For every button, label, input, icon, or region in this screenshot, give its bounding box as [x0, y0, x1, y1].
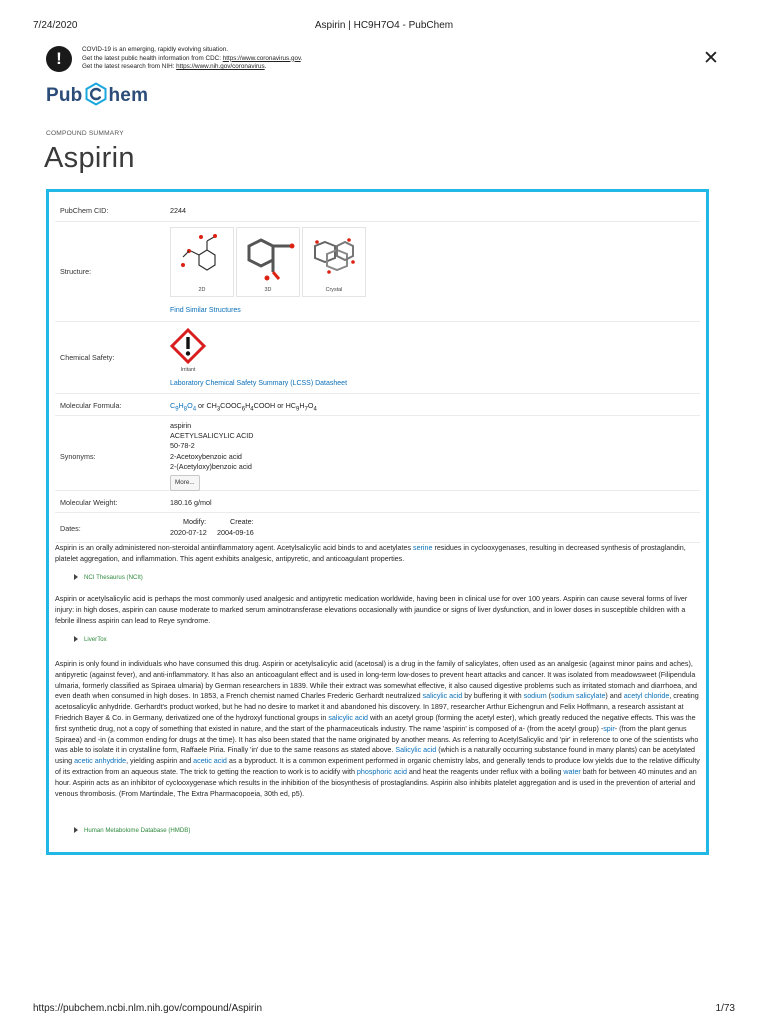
desc3-text: , creating acetosalicylic anhydride. Gerhardt's product worked, but he had no desire to market it and abandoned his discovery. In 1897, researcher Arthur Eichengrun and Felix Hoffmann, a research assistant at Friedrich Bayer & Co. in Germany, derivatized one of the hydroxyl functional groups in [55, 692, 699, 722]
logo-hexagon-icon [84, 82, 108, 106]
cdc-link[interactable]: https://www.coronavirus.gov [222, 54, 301, 62]
safety-label: Chemical Safety: [60, 353, 115, 362]
serine-link[interactable]: serine [413, 544, 433, 552]
modify-date [170, 517, 220, 538]
desc3-text: by buffering it with [462, 692, 524, 701]
covid-line-3-suffix: . [264, 63, 267, 70]
covid-line-2 [82, 55, 302, 64]
create-value: 2004-09-16 [217, 527, 254, 537]
covid-line-3-prefix: Get the latest research from NIH: [82, 63, 177, 70]
triangle-right-icon [74, 827, 78, 833]
compound-summary-panel [46, 189, 709, 855]
find-similar-structures-link[interactable]: Find Similar Structures [170, 307, 241, 314]
formula-or-1: or [198, 401, 205, 410]
desc3-text: with an acetyl group (forming the acetyl ester), which greatly reduced the negative effects. This was the first synthetic drug, not a copy of something that existed in nature, and the start of the pharmaceuticals industry. The name 'aspirin' is composed of a- (from the acetyl group) - [55, 713, 696, 733]
desc1-text-b: residues in cyclooxygenases, resulting in decreased synthesis of prostaglandin, platelet aggregation, and inflammation. This agent exhibits analgesic, antipyretic, and anticoagulant properties. [55, 544, 686, 563]
acetyl-chloride-link[interactable]: acetyl chloride [623, 692, 670, 701]
pubchem-logo[interactable] [46, 84, 148, 110]
triangle-right-icon [74, 574, 78, 580]
salicylic-acid-link[interactable]: salicylic acid [328, 713, 369, 722]
print-footer [33, 1003, 735, 1015]
desc3-text: ( [546, 692, 552, 701]
summary-table [55, 200, 700, 543]
create-label: Create: [230, 517, 254, 526]
modify-value: 2020-07-12 [170, 527, 207, 537]
compound-kicker: COMPOUND SUMMARY [46, 130, 124, 137]
structure-2d[interactable] [170, 227, 234, 297]
phosphoric-acid-link[interactable]: phosphoric acid [356, 767, 407, 776]
more-synonyms-button[interactable]: More... [170, 475, 200, 491]
synonym-item: 50-78-2 [170, 441, 195, 451]
covid-line-3 [82, 63, 302, 72]
synonym-item: aspirin [170, 421, 192, 430]
desc3-text: and heat the reagents under reflux with a boiling [406, 767, 564, 776]
safety-caption: Irritant [180, 367, 196, 373]
description-livertox [55, 594, 701, 626]
safety-value [170, 322, 700, 394]
description-nci [55, 543, 701, 565]
sodium-link[interactable]: sodium [523, 692, 547, 701]
structure-3d[interactable] [236, 227, 300, 297]
print-title: Aspirin | HC9H7O4 - PubChem [314, 20, 454, 31]
synonym-item: ACETYLSALICYLIC ACID [170, 431, 254, 441]
row-chemical-safety [55, 322, 700, 394]
source-nci-label: NCI Thesaurus (NCIt) [84, 574, 143, 581]
logo-text-right: hem [108, 85, 149, 106]
desc3-text: , yielding aspirin and [126, 757, 194, 766]
structure-3d-image [243, 232, 297, 284]
covid-line-2-suffix: . [300, 54, 303, 62]
synonyms-list [170, 421, 700, 491]
formula-label: Molecular Formula: [60, 401, 122, 410]
structure-crystal-image [309, 232, 361, 282]
covid-banner [46, 46, 719, 76]
desc3-text: (which is a naturally occurring substance found in many plants) can be acetylated using [55, 746, 696, 766]
lcss-datasheet-link[interactable]: Laboratory Chemical Safety Summary (LCSS) Datasheet [170, 380, 348, 387]
row-dates [55, 513, 700, 543]
create-date [217, 517, 277, 538]
synonyms-label: Synonyms: [60, 452, 96, 461]
structure-label: Structure: [60, 267, 92, 276]
source-livertox-label: LiverTox [84, 636, 107, 643]
spir-link[interactable]: spir [603, 724, 615, 733]
formula-hill: $HC_9H_7O_4$ [285, 401, 317, 413]
covid-line-1: COVID-19 is an emerging, rapidly evolving situation. [82, 46, 228, 53]
water-link[interactable]: water [563, 767, 581, 776]
formula-condensed: $CH_3COOC_6H_4COOH$ [206, 401, 276, 413]
desc3-text: ) and [605, 692, 624, 701]
synonym-item: 2-(Acetyloxy)benzoic acid [170, 461, 252, 471]
salicylic-acid-link[interactable]: salicylic acid [422, 692, 463, 701]
formula-or-2: or [277, 401, 284, 410]
desc3-text: - (from the plant genus Spiraea) and -in (a common ending for drugs at the time). It has also been stated that the name originated by another means. As referring to AcetylSalicylic and 'pir' in reference to one of the scientists who was able to isolate it in crystalline form, Raffaele Piria. Finally 'in' due to the same reasons as stated above. [55, 724, 699, 755]
weight-label: Molecular Weight: [60, 498, 118, 507]
covid-banner-text [82, 46, 302, 72]
cid-value: 2244 [170, 206, 186, 215]
modify-label: Modify: [183, 517, 207, 526]
print-page-number: 1/73 [715, 1003, 735, 1014]
row-cid [55, 200, 700, 222]
row-molecular-weight [55, 491, 700, 513]
source-nci-thesaurus[interactable] [74, 574, 143, 581]
structure-value [170, 222, 700, 322]
weight-value: 180.16 g/mol [170, 498, 212, 507]
dates-label: Dates: [60, 524, 81, 533]
structure-caption-2d: 2D [198, 287, 206, 293]
ghs-irritant-icon[interactable] [170, 328, 206, 364]
cid-label: PubChem CID: [60, 206, 109, 215]
description-hmdb [55, 659, 701, 799]
sodium-salicylate-link[interactable]: sodium salicylate [551, 692, 606, 701]
source-livertox[interactable] [74, 636, 107, 643]
page-title: Aspirin [44, 142, 135, 174]
row-structure [55, 222, 700, 322]
source-hmdb-label: Human Metabolome Database (HMDB) [84, 827, 191, 834]
formula-value [170, 401, 700, 412]
acetic-anhydride-link[interactable]: acetic anhydride [74, 757, 127, 766]
row-synonyms [55, 416, 700, 491]
acetic-acid-link[interactable]: acetic acid [193, 757, 227, 766]
structure-caption-3d: 3D [264, 287, 272, 293]
structure-caption-crystal: Crystal [325, 287, 343, 293]
desc3-text: bath for between 40 minutes and an hour. Aspirin acts as an inhibitor of cyclooxygenase which results in the inhibition of the biosynthesis of prostaglandins. Aspirin also inhibits platelet aggregation and is used in the prevention of arterial and venous thrombosis. (From Martindale, The Extra Pharmacopoeia, 30th ed, p5). [55, 767, 697, 798]
row-molecular-formula [55, 394, 700, 416]
print-url: https://pubchem.ncbi.nlm.nih.gov/compound/Aspirin [33, 1003, 263, 1014]
synonym-item: 2-Acetoxybenzoic acid [170, 451, 242, 461]
desc3-text: Aspirin is only found in individuals who have consumed this drug. Aspirin or acetylsalicylic acid (acetosal) is a drug in the family of salicylates, often used as an analgesic (against minor pains and aches), antipyretic (against fever), and anti-inflammatory. It has also an anticoagulant effect and is used in long-term low-doses to prevent heart attacks and cancer. It was isolated from meadowsweet (Filipendula ulmaria, formerly classified as Spiraea ulmaria) by German researchers in 1839. While their extract was somewhat effective, it also caused digestive problems such as irritated stomach and diarrhoea, and even death when consumed in high doses. In 1853, a French chemist named Charles Frederic Gerhardt neutralized [55, 660, 698, 701]
formula-link[interactable]: $C_9H_8O_4$ [170, 401, 197, 413]
close-icon[interactable]: ✕ [703, 47, 719, 69]
alert-icon: ! [46, 46, 72, 72]
covid-line-2-prefix: Get the latest public health information from CDC: [82, 54, 223, 62]
structure-crystal[interactable] [302, 227, 366, 297]
source-hmdb[interactable] [74, 827, 190, 834]
print-header [33, 20, 735, 32]
nih-link[interactable]: https://www.nih.gov/coronavirus [176, 63, 265, 70]
structure-2d-image [177, 232, 229, 282]
desc2-text: Aspirin or acetylsalicylic acid is perhaps the most commonly used analgesic and antipyretic medication worldwide, having been in clinical use for over 100 years. Aspirin can cause several forms of liver injury: in high doses, aspirin can cause moderate to marked serum aminotransferase elevations occasionally with jaundice or signs of liver dysfunction, and in lower doses in susceptible children with a febrile illness aspirin can lead to Reye syndrome. [55, 595, 688, 625]
desc3-text: as a byproduct. It is a common experiment performed in organic chemistry labs, and generally tends to produce low yields due to the relative difficulty of its extraction from an aqueous state. The trick to getting the reaction to work is to acidify with [55, 757, 700, 776]
salicylic-acid-link[interactable]: Salicylic acid [395, 746, 437, 755]
triangle-right-icon [74, 636, 78, 642]
logo-text-left: Pub [46, 85, 83, 106]
print-date: 7/24/2020 [33, 20, 78, 31]
desc1-text-a: Aspirin is an orally administered non-steroidal antiinflammatory agent. Acetylsalicylic acid binds to and acetylates [55, 544, 414, 552]
